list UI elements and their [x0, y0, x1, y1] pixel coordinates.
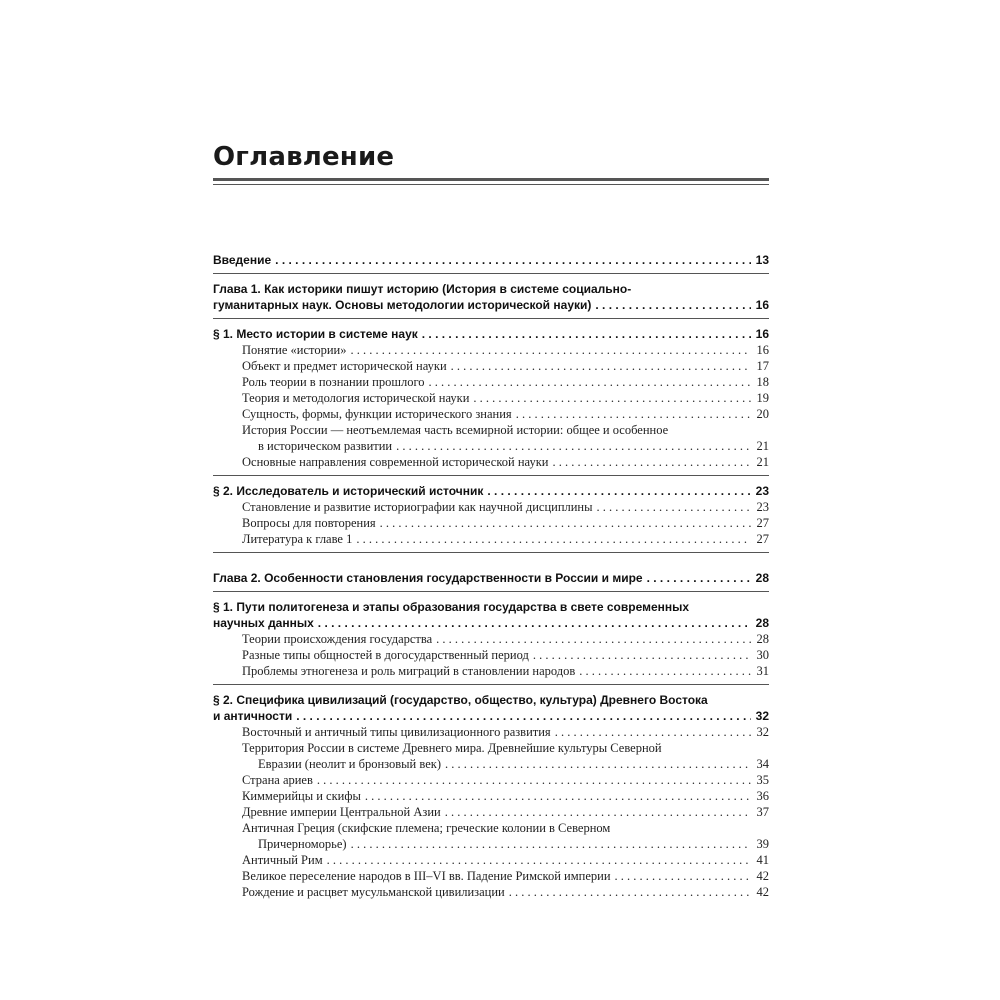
toc-entry-label: Страна ариев: [242, 773, 313, 787]
toc-entry-label: § 2. Исследователь и исторический источник: [213, 484, 484, 498]
toc-entry-label: Рождение и расцвет мусульманской цивилизации: [242, 885, 505, 899]
toc-entry-label: § 1. Пути политогенеза и этапы образования государства в свете современных: [213, 600, 690, 614]
toc-chapter-2[interactable]: [213, 570, 769, 586]
toc-entry-label: Глава 1. Как историки пишут историю (История в системе социально-: [213, 282, 632, 296]
toc-page-number: 28: [756, 632, 769, 646]
toc-page-number: 28: [755, 571, 769, 585]
toc-entry-label: Древние империи Центральной Азии: [242, 805, 441, 819]
table-of-contents: [213, 252, 769, 900]
toc-page-number: 32: [756, 725, 769, 739]
toc-entry-label: Проблемы этногенеза и роль миграций в становлении народов: [242, 664, 576, 678]
toc-page-number: 13: [755, 253, 769, 267]
toc-page-number: 27: [756, 516, 769, 530]
toc-item[interactable]: [213, 342, 769, 358]
toc-page-number: 41: [756, 853, 769, 867]
toc-page-number: 39: [756, 837, 769, 851]
toc-entry-label: научных данных: [213, 616, 314, 630]
divider: [213, 475, 769, 476]
toc-item[interactable]: [213, 406, 769, 422]
toc-entry-label: Евразии (неолит и бронзовый век): [258, 757, 441, 771]
toc-entry-label: Становление и развитие историографии как научной дисциплины: [242, 500, 593, 514]
dot-leader: [516, 406, 751, 422]
toc-entry-label: и античности: [213, 709, 293, 723]
toc-entry-label: § 1. Место истории в системе наук: [213, 327, 418, 341]
dot-leader: [275, 252, 751, 268]
toc-page-number: 17: [756, 359, 769, 373]
dot-leader: [365, 788, 751, 804]
dot-leader: [350, 342, 751, 358]
toc-item[interactable]: [213, 515, 769, 531]
toc-page-number: 21: [756, 439, 769, 453]
toc-page-number: 23: [755, 484, 769, 498]
dot-leader: [555, 724, 751, 740]
dot-leader: [429, 374, 751, 390]
toc-item[interactable]: [213, 772, 769, 788]
dot-leader: [533, 647, 751, 663]
dot-leader: [579, 663, 751, 679]
dot-leader: [473, 390, 751, 406]
toc-page-number: 20: [756, 407, 769, 421]
toc-page-number: 18: [756, 375, 769, 389]
dot-leader: [396, 438, 751, 454]
toc-item[interactable]: [213, 631, 769, 647]
toc-page-number: 37: [756, 805, 769, 819]
divider: [213, 684, 769, 685]
dot-leader: [615, 868, 751, 884]
toc-entry-label: Глава 2. Особенности становления государственности в России и мире: [213, 571, 643, 585]
toc-entry-label: Теория и методология исторической науки: [242, 391, 470, 405]
toc-entry-label: Киммерийцы и скифы: [242, 789, 361, 803]
toc-page-number: 42: [756, 869, 769, 883]
toc-page-number: 27: [756, 532, 769, 546]
dot-leader: [327, 852, 751, 868]
toc-item[interactable]: [213, 663, 769, 679]
toc-page-number: 16: [755, 298, 769, 312]
dot-leader: [380, 515, 751, 531]
toc-item[interactable]: [213, 358, 769, 374]
toc-entry-label: Великое переселение народов в III–VI вв. Падение Римской империи: [242, 869, 611, 883]
dot-leader: [436, 631, 751, 647]
toc-entry-label: Вопросы для повторения: [242, 516, 376, 530]
divider: [213, 318, 769, 319]
toc-page-number: 32: [755, 709, 769, 723]
toc-page-number: 23: [756, 500, 769, 514]
toc-item[interactable]: [213, 374, 769, 390]
toc-page-number: 19: [756, 391, 769, 405]
toc-item[interactable]: [213, 820, 769, 852]
page-title: Оглавление: [213, 142, 395, 172]
toc-item[interactable]: [213, 531, 769, 547]
toc-item[interactable]: [213, 390, 769, 406]
dot-leader: [597, 499, 751, 515]
dot-leader: [317, 772, 751, 788]
toc-item[interactable]: [213, 788, 769, 804]
toc-entry-intro[interactable]: [213, 252, 769, 268]
toc-section[interactable]: [213, 483, 769, 499]
toc-section[interactable]: [213, 599, 769, 631]
toc-entry-label: Объект и предмет исторической науки: [242, 359, 447, 373]
dot-leader: [509, 884, 751, 900]
toc-item[interactable]: [213, 804, 769, 820]
toc-section[interactable]: [213, 326, 769, 342]
dot-leader: [422, 326, 751, 342]
toc-entry-label: Разные типы общностей в догосударственный период: [242, 648, 529, 662]
toc-page-number: 16: [755, 327, 769, 341]
toc-entry-label: Понятие «истории»: [242, 343, 347, 357]
toc-item[interactable]: [213, 647, 769, 663]
toc-entry-label: Восточный и античный типы цивилизационного развития: [242, 725, 551, 739]
toc-item[interactable]: [213, 852, 769, 868]
toc-page-number: 35: [756, 773, 769, 787]
toc-entry-label: История России — неотъемлемая часть всемирной истории: общее и особенное: [242, 423, 669, 437]
toc-page-number: 34: [756, 757, 769, 771]
toc-chapter-1[interactable]: [213, 281, 769, 313]
toc-item[interactable]: [213, 740, 769, 772]
toc-item[interactable]: [213, 422, 769, 454]
dot-leader: [451, 358, 751, 374]
toc-entry-label: Роль теории в познании прошлого: [242, 375, 425, 389]
dot-leader: [647, 570, 751, 586]
toc-page-number: 42: [756, 885, 769, 899]
toc-item[interactable]: [213, 724, 769, 740]
toc-entry-label: Причерноморье): [258, 837, 347, 851]
toc-entry-label: в историческом развитии: [258, 439, 393, 453]
toc-page-number: 30: [756, 648, 769, 662]
toc-page-number: 31: [756, 664, 769, 678]
dot-leader: [445, 756, 751, 772]
dot-leader: [487, 483, 751, 499]
title-rule-thin: [213, 184, 769, 185]
toc-page-number: 16: [756, 343, 769, 357]
toc-section[interactable]: [213, 692, 769, 724]
toc-entry-label: Введение: [213, 253, 272, 267]
dot-leader: [318, 615, 751, 631]
toc-page-number: 28: [755, 616, 769, 630]
dot-leader: [552, 454, 751, 470]
divider: [213, 273, 769, 274]
title-rule-thick: [213, 178, 769, 181]
toc-entry-label: Теории происхождения государства: [242, 632, 433, 646]
toc-entry-label: Территория России в системе Древнего мира. Древнейшие культуры Северной: [242, 741, 662, 755]
dot-leader: [445, 804, 751, 820]
toc-item[interactable]: [213, 499, 769, 515]
toc-entry-label: Античный Рим: [242, 853, 323, 867]
toc-entry-label: Литература к главе 1: [242, 532, 353, 546]
toc-item[interactable]: [213, 454, 769, 470]
toc-entry-label: Основные направления современной исторической науки: [242, 455, 549, 469]
toc-entry-label: Сущность, формы, функции исторического знания: [242, 407, 512, 421]
toc-item[interactable]: [213, 868, 769, 884]
toc-entry-label: гуманитарных наук. Основы методологии исторической науки): [213, 298, 592, 312]
toc-page-number: 36: [756, 789, 769, 803]
dot-leader: [296, 708, 751, 724]
toc-entry-label: § 2. Специфика цивилизаций (государство, общество, культура) Древнего Востока: [213, 693, 708, 707]
dot-leader: [351, 836, 751, 852]
toc-item[interactable]: [213, 884, 769, 900]
toc-page-number: 21: [756, 455, 769, 469]
divider: [213, 552, 769, 553]
dot-leader: [595, 297, 751, 313]
dot-leader: [356, 531, 751, 547]
toc-entry-label: Античная Греция (скифские племена; греческие колонии в Северном: [242, 821, 611, 835]
divider: [213, 591, 769, 592]
